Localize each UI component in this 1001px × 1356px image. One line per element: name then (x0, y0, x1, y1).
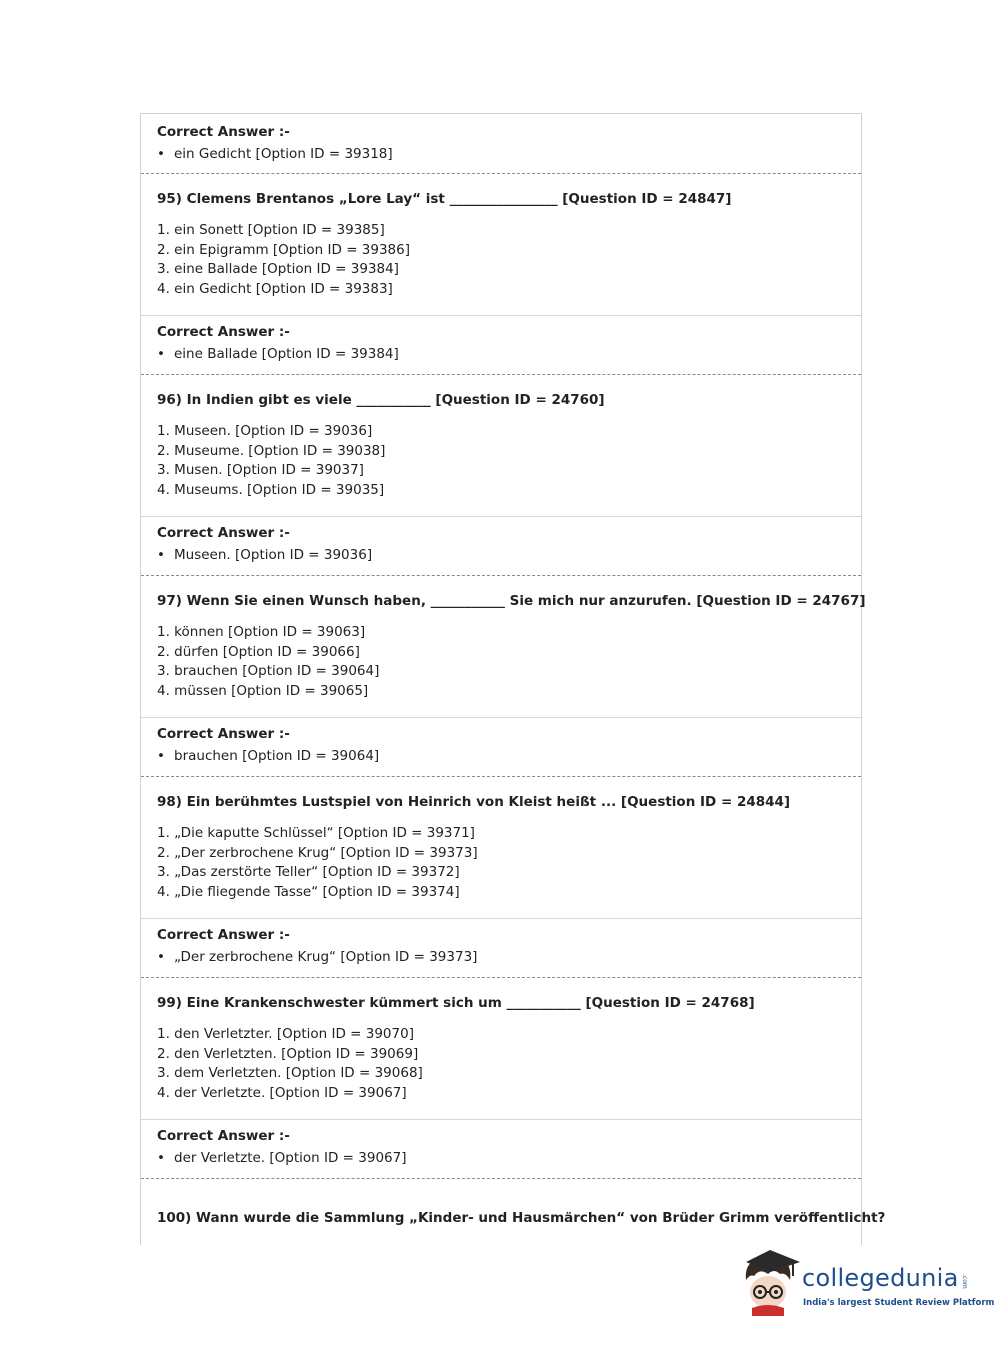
answer-block-94 (141, 121, 861, 165)
question-98 (141, 791, 861, 902)
correct-answer-label: Correct Answer :- (157, 324, 290, 340)
question-separator (141, 575, 861, 576)
option-item: 1. den Verletzter. [Option ID = 39070] (157, 1026, 414, 1042)
answer-block-95 (141, 321, 861, 365)
option-item: 3. dem Verletzten. [Option ID = 39068] (157, 1065, 423, 1082)
section-divider (141, 918, 861, 919)
option-item: 4. müssen [Option ID = 39065] (157, 682, 369, 699)
logo-wordmark: collegedunia (802, 1264, 959, 1292)
option-item: 3. Musen. [Option ID = 39037] (157, 462, 364, 479)
correct-answer-label: Correct Answer :- (157, 726, 290, 742)
option-item: 3. „Das zerstörte Teller“ [Option ID = 39372] (157, 864, 460, 881)
correct-answer-text: Museen. [Option ID = 39036] (174, 547, 373, 563)
question-separator (141, 374, 861, 375)
correct-answer-item (157, 745, 861, 767)
question-97 (141, 590, 866, 701)
correct-answer-text: „Der zerbrochene Krug“ [Option ID = 39373] (174, 949, 478, 965)
bullet-icon: • (157, 1150, 165, 1166)
document-page (140, 113, 886, 1245)
option-item: 1. „Die kaputte Schlüssel“ [Option ID = 39371] (157, 825, 475, 841)
question-separator (141, 1178, 861, 1179)
option-item: 4. „Die fliegende Tasse“ [Option ID = 39374] (157, 883, 460, 900)
question-95 (141, 188, 861, 299)
answer-block-97 (141, 723, 861, 767)
correct-answer-label: Correct Answer :- (157, 1128, 290, 1144)
correct-answer-label: Correct Answer :- (157, 124, 290, 140)
option-list (157, 422, 861, 500)
option-item: 2. den Verletzten. [Option ID = 39069] (157, 1045, 419, 1062)
option-item: 2. „Der zerbrochene Krug“ [Option ID = 39373] (157, 844, 478, 861)
bullet-icon: • (157, 748, 165, 764)
option-item: 4. ein Gedicht [Option ID = 39383] (157, 280, 393, 297)
option-item: 4. Museums. [Option ID = 39035] (157, 481, 385, 498)
option-item: 3. eine Ballade [Option ID = 39384] (157, 261, 399, 278)
option-item: 1. ein Sonett [Option ID = 39385] (157, 222, 385, 238)
question-separator (141, 977, 861, 978)
question-separator (141, 173, 861, 174)
option-list (157, 623, 861, 701)
answer-block-99 (141, 1125, 861, 1169)
answer-block-98 (141, 924, 861, 968)
question-99 (141, 992, 861, 1103)
option-item: 1. Museen. [Option ID = 39036] (157, 423, 373, 439)
option-item: 2. ein Epigramm [Option ID = 39386] (157, 241, 411, 258)
bullet-icon: • (157, 146, 165, 162)
correct-answer-item (157, 143, 861, 165)
bullet-icon: • (157, 346, 165, 362)
question-96 (141, 389, 861, 500)
question-title: 98) Ein berühmtes Lustspiel von Heinrich von Kleist heißt ... [Question ID = 24844] (157, 794, 791, 810)
mascot-icon (740, 1250, 800, 1316)
option-item: 1. können [Option ID = 39063] (157, 624, 366, 640)
question-title: 100) Wann wurde die Sammlung „Kinder- und Hausmärchen“ von Brüder Grimm veröffentlicht? (157, 1210, 886, 1226)
question-100 (141, 1207, 886, 1229)
correct-answer-label: Correct Answer :- (157, 525, 290, 541)
bullet-icon: • (157, 949, 165, 965)
correct-answer-label: Correct Answer :- (157, 927, 290, 943)
option-list (157, 221, 861, 299)
section-divider (141, 1119, 861, 1120)
option-item: 4. der Verletzte. [Option ID = 39067] (157, 1084, 407, 1101)
correct-answer-text: eine Ballade [Option ID = 39384] (174, 346, 399, 362)
question-title: 99) Eine Krankenschwester kümmert sich um ___________ [Question ID = 24768] (157, 995, 755, 1011)
question-title: 97) Wenn Sie einen Wunsch haben, ___________ Sie mich nur anzurufen. [Question ID = 24767] (157, 593, 866, 609)
question-separator (141, 776, 861, 777)
correct-answer-text: der Verletzte. [Option ID = 39067] (174, 1150, 407, 1166)
section-divider (141, 717, 861, 718)
section-divider (141, 315, 861, 316)
correct-answer-text: ein Gedicht [Option ID = 39318] (174, 146, 393, 162)
option-list (157, 824, 861, 902)
correct-answer-item (157, 946, 861, 968)
option-item: 2. dürfen [Option ID = 39066] (157, 643, 360, 660)
correct-answer-text: brauchen [Option ID = 39064] (174, 748, 380, 764)
question-title: 95) Clemens Brentanos „Lore Lay“ ist ________________ [Question ID = 24847] (157, 191, 732, 207)
correct-answer-item (157, 1147, 861, 1169)
section-divider (141, 516, 861, 517)
correct-answer-item (157, 343, 861, 365)
answer-block-96 (141, 522, 861, 566)
bullet-icon: • (157, 547, 165, 563)
logo-suffix: .com (961, 1274, 968, 1289)
option-item: 3. brauchen [Option ID = 39064] (157, 663, 380, 680)
correct-answer-item (157, 544, 861, 566)
option-list (157, 1025, 861, 1103)
option-item: 2. Museume. [Option ID = 39038] (157, 442, 386, 459)
collegedunia-logo (740, 1250, 995, 1316)
logo-tagline: India's largest Student Review Platform (803, 1298, 995, 1308)
question-title: 96) In Indien gibt es viele ___________ [Question ID = 24760] (157, 392, 605, 408)
